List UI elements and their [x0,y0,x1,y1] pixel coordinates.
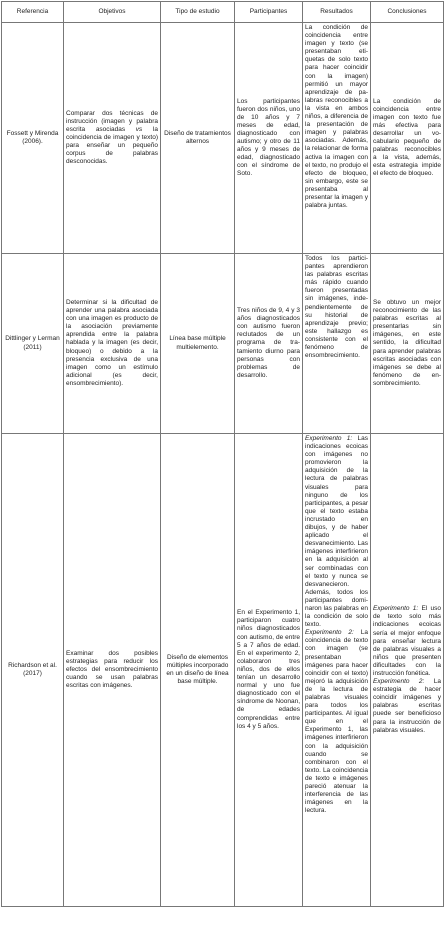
cell-objetivos [64,23,161,254]
cell-conclusiones [371,434,444,907]
resultados-experimento-1 [305,435,368,629]
table-row [2,23,444,254]
cell-tipo-estudio: Diseño de tratamientos alternos [161,23,235,254]
header-objetivos: Objetivos [64,2,161,23]
experiment-text: La coincidencia de texto con imagen (se presentaban imágenes para hacer coincidir con el texto) mejoró la adquisición de la lectura de palabras visuales para todos los participantes. Al igual que en el Experimento 1, las imágenes interfirieron con la adquisición cuando se combinaron con el texto. La coincidencia de texto e imágenes pareció atenuar la interferencia de las imágenes en la lectura. [305,629,368,815]
cell-resultados: Todos los participantes aprendieron las palabras escritas más rápido cuando fueron presentadas sin imágenes, independientemente de su historial de aprendizaje previo; este hallazgo es consistente con el fenómeno de ensombrecimiento. [303,254,371,434]
cell-tipo-estudio: Diseño de elementos múltiples incorporado en un diseño de línea base múltiple. [161,434,235,907]
header-row [2,2,444,23]
experiment-text: El uso de texto solo más indicaciones ecoicas sería el mejor enfoque para enseñar lectura de palabras visuales a niños que presenten dificultades con la instrucción fonética. [373,605,441,677]
cell-participantes: Los participantes fueron dos niños, uno de 10 años y 7 meses de edad, diagnosticado con autismo; y otro de 11 años y 9 meses de edad, diagnosticado con el síndrome de Soto. [235,23,303,254]
cell-resultados [303,434,371,907]
cell-tipo-estudio: Línea base múltiple multielemento. [161,254,235,434]
cell-participantes: Tres niños de 9, 4 y 3 años diagnosticados con autismo fueron reclutados de un programa de tratamiento diurno para personas con problemas de desarrollo. [235,254,303,434]
cell-objetivos-text: la coincidencia de imagen y texto) para enseñar un pequeño corpus de palabras desconocidas. [66,125,158,166]
experiment-label: Experimento 2: [305,629,354,637]
literature-review-table-container [1,1,443,929]
resultados-experimento-2 [305,629,368,815]
table-row [2,434,444,907]
cell-resultados: La condición de coincidencia entre imagen y texto (se presentaban etiquetas de solo texto para hacer coincidir con la imagen) permitió un mayor aprendizaje de palabras reconocibles a la vista en ambos niños, a diferencia de la presentación de imagen y palabras asociadas. Además, la relacionar de forma activa la imagen con el texto, no produjo el efecto de bloqueo, sin embargo, este se presentaba al presentar la imagen y palabra juntas. [303,23,371,254]
experiment-text: La estrategia de hacer coincidir imágenes y palabras escritas puede ser beneficioso para la instrucción de palabras visuales. [373,678,441,734]
header-tipo-estudio: Tipo de estudio [161,2,235,23]
cell-referencia: Dittlinger y Lerman (2011) [2,254,64,434]
header-conclusiones: Conclusiones [371,2,444,23]
cell-referencia: Richardson et al. (2017) [2,434,64,907]
cell-conclusiones: Se obtuvo un mejor reconocimiento de las palabras escritas al presentarlas sin imágenes, en este sentido, la dificultad para aprender palabras escritas asociadas con imágenes se debe al fenómeno de ensombrecimiento. [371,254,444,434]
conclusiones-experimento-2 [373,678,441,735]
cell-participantes: En el Experimento 1, participaron cuatro niños diagnosticados con autismo, de entre 5 a 7 años de edad. En el experimento 2, colaboraron tres niños, dos de ellos tenían un desarrollo normal y uno fue diagnosticado con el síndrome de Noonan, de edades comprendidas entre los 4 y 5 años. [235,434,303,907]
header-participantes: Participantes [235,2,303,23]
cell-referencia: Fossett y Mirenda (2006). [2,23,64,254]
cell-objetivos-emphasis: vs [135,125,143,133]
literature-review-table [1,1,444,907]
experiment-text: Las indicaciones ecoicas con imágenes no promovieron la adquisición de la lectura de palabras visuales para ninguno de los participantes, a pesar que el texto estaba incrustado en dibujos, y de haber aplicado el desvanecimiento. Las imágenes interfirieron en la adquisición al ser combinadas con el texto y nunca se desvanecieron. Además, todos los participantes dominaron las palabras en la condición de solo texto. [305,435,368,629]
conclusiones-experimento-1 [373,605,441,678]
experiment-label: Experimento 1: [305,435,353,442]
cell-objetivos: Examinar dos posibles estrategias para reducir los efectos del ensombrecimiento cuando se usan palabras escritas con imágenes. [64,434,161,907]
header-resultados: Resultados [303,2,371,23]
cell-conclusiones: La condición de coincidencia entre imagen con texto fue más efectiva para desarrollar un vocabulario pequeño de palabras reconocibles a la vista, además, esta estrategia impide el efecto de bloqueo. [371,23,444,254]
header-referencia: Referencia [2,2,64,23]
table-row [2,254,444,434]
cell-objetivos-text: Comparar dos técnicas de instrucción (imagen y palabra escrita asociadas [66,109,158,133]
experiment-label: Experimento 1: [373,605,419,613]
cell-objetivos: Determinar si la dificultad de aprender una palabra asociada con una imagen es producto de la asociación previamente aprendida entre la palabra hablada y la imagen (es decir, bloqueo) o debido a la presencia exclusiva de una imagen como un estímulo adicional (es decir, ensombrecimiento). [64,254,161,434]
experiment-label: Experimento 2: [373,678,425,686]
